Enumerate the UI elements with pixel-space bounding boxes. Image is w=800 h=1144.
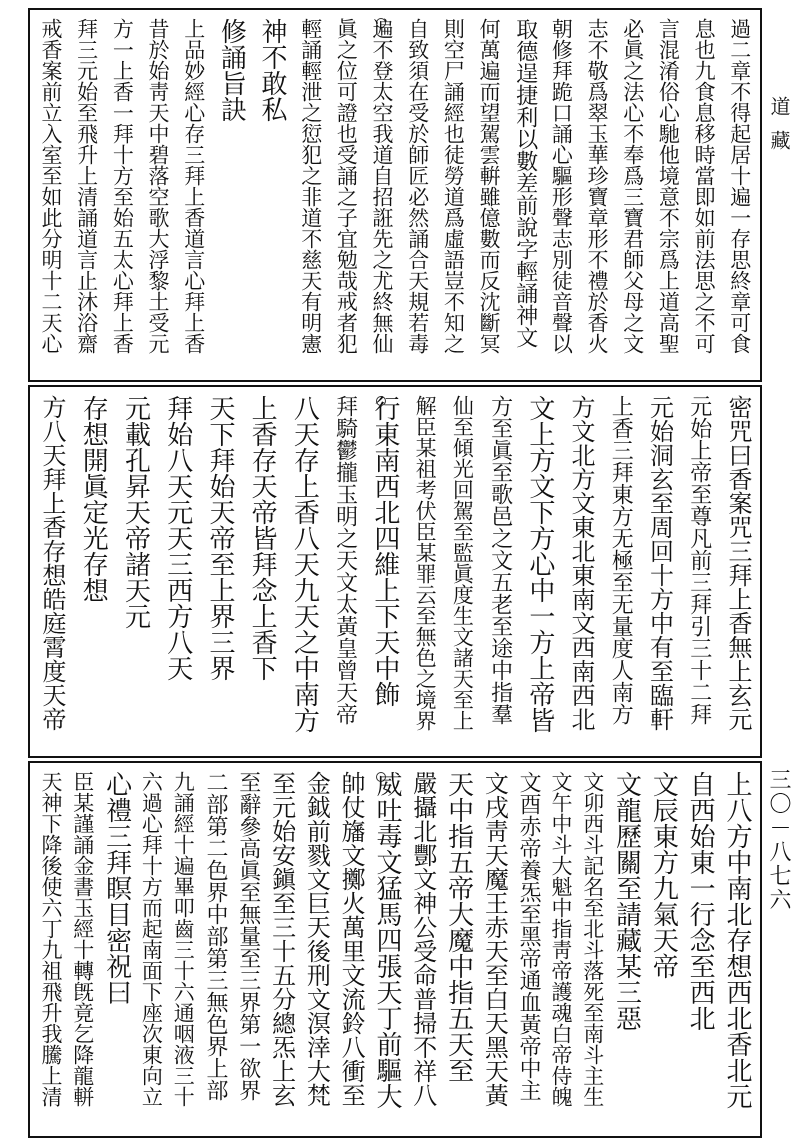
text-column: 志不敬爲翠玉華珍寶章形不禮於香火 <box>585 18 610 354</box>
text-frame-3 <box>28 761 762 1138</box>
text-column: 過二章不得起居十遍一存思終章可食 <box>727 18 752 354</box>
text-column: 文龍歷關至請藏某三惡 <box>611 771 642 1031</box>
text-column: 天神下降後使六丁九祖飛升我騰上清 <box>39 771 63 1107</box>
text-column: 心禮三拜瞑目密祝曰 <box>101 771 132 1005</box>
page-number: 三〇－八七六 <box>766 768 791 912</box>
text-column: 八天存上香八天九天之中南方 <box>289 395 320 733</box>
text-column: 仙至傾光回駕至監眞度生文諸天至上 <box>450 395 475 731</box>
text-column: 至辭參高眞至無量至三界第一欲界 <box>235 771 261 1101</box>
text-column: 神不敢私 <box>257 18 288 122</box>
text-frame-2 <box>28 385 762 758</box>
text-column: 眞之位可證也受誦之子宜勉哉戒者犯 <box>334 18 359 354</box>
text-column: 方一上香一拜十方至始五太心拜上香 <box>110 18 135 354</box>
text-frame-1 <box>28 8 762 382</box>
text-column: 文卯西斗記名至北斗落死至南斗主生 <box>580 771 605 1107</box>
text-column: 六過心拜十方而起南面下座次東向立 <box>139 771 164 1107</box>
text-column: 存想開眞定光存想 <box>78 395 109 603</box>
text-column: 取德逞捷利以數差前說字輕誦神文 <box>512 18 538 348</box>
text-column: 上八方中南北存想西北香北元 <box>721 771 752 1109</box>
margin-title: 道藏 <box>767 96 791 164</box>
text-column: 何萬遍而望駕雲輧雖億數而反沈斷冥 <box>477 18 502 354</box>
text-column: 文酉赤帝養炁至黑帝通血黃帝中主 <box>516 771 542 1101</box>
text-column: 九誦經十遍畢叩齒三十六通咽液三十 <box>171 771 196 1107</box>
text-column: 威吐毒文猛馬四張天丁前驅大 <box>371 771 402 1109</box>
text-column: 嚴攝北酆文神公受命普掃不祥八 <box>408 771 437 1107</box>
text-column: 自致須在受於師匠必然誦合天規若毒 <box>405 18 430 354</box>
text-column: 天下拜始天帝至上界三界 <box>204 395 235 681</box>
text-column: 自西始東一行念至西北 <box>685 771 716 1031</box>
text-column: 上香存天帝皆拜念上香下 <box>247 395 278 681</box>
text-column: 密咒曰香案咒三拜上香無上玄元 <box>723 395 752 731</box>
text-column: 昔於始靑天中碧落空歌大浮黎土受元 <box>146 18 171 354</box>
text-column: 臣某謹誦金書玉經十轉旣竟乞降龍軿 <box>70 771 95 1107</box>
text-column: 必眞之法心不奉爲三寶君師父母之文 <box>620 18 645 354</box>
text-column: 元載孔昇天帝諸天元 <box>120 395 151 629</box>
text-column: 二部第二色界中部第三無色界上部 <box>202 771 228 1101</box>
text-column: 元始洞玄至周回十方中有至臨軒 <box>645 395 674 731</box>
text-column: 修誦旨訣 <box>216 18 247 122</box>
text-column: 行東南西北四維上下天中飾 <box>369 395 400 707</box>
column-group <box>40 18 750 372</box>
text-column: 拜三元始至飛升上清誦道言止沐浴齋 <box>74 18 99 354</box>
text-column: 方文北方文東北東南文西南西北 <box>567 395 596 731</box>
text-column: 拜始八天元天三西方八天 <box>162 395 193 681</box>
text-column: 上香三拜東方无極至无量度人南方 <box>608 395 634 725</box>
text-column: 輕誦輕泄之愆犯之非道不慈天有明憲 <box>298 18 323 354</box>
text-column: 方八天拜上香存想皓庭霄度天帝 <box>38 395 66 731</box>
text-column: 文上方文下方心中一方上帝皆 <box>524 395 555 733</box>
text-column: 天中指五帝大魔中指五天至 <box>443 771 474 1083</box>
text-column: 息也九食息移時當即如前法思之不可 <box>692 18 717 354</box>
text-column: 文午中斗大魁中指靑帝護魂白帝侍魄 <box>548 771 573 1107</box>
column-group <box>40 771 750 1128</box>
text-column: 至元始安鎭至三十五分總炁上玄 <box>267 771 296 1107</box>
text-column: 金鉞前戮文巨天後刑文溟涬大梵 <box>302 771 331 1107</box>
text-column: 言混淆俗心馳他境意不宗爲上道高聖 <box>656 18 681 354</box>
text-column: 文戌靑天魔王赤天至白天黑天黃 <box>480 771 509 1107</box>
text-column: 元始上帝至尊凡前三拜引三十二拜 <box>686 395 712 725</box>
text-column: 上品妙經心存三拜上香道言心拜上香 <box>181 18 206 354</box>
text-column: 方至眞至歌邑之文五老至途中指羣 <box>487 395 513 725</box>
text-column: 遍不登太空我道自招誑先之尤終無仙 <box>370 18 395 354</box>
text-column: 朝修拜跪口誦心驅形聲志別徒音聲以 <box>549 18 574 354</box>
text-column: 解臣某祖考伏臣某罪云至無色之境界 <box>413 395 438 731</box>
text-column: 文辰東方九氣天帝 <box>648 771 679 979</box>
text-column: 拜騎鬱攏玉明之天文太黃皇曾天帝 <box>332 395 358 725</box>
text-column: 帥仗旛文擲火萬里文流鈴八衝至 <box>337 771 366 1107</box>
text-column: 則空尸誦經也徒勞道爲虛語豈不知之 <box>441 18 466 354</box>
text-column: 戒香案前立入室至如此分明十二天心 <box>39 18 63 354</box>
column-group <box>40 395 750 748</box>
